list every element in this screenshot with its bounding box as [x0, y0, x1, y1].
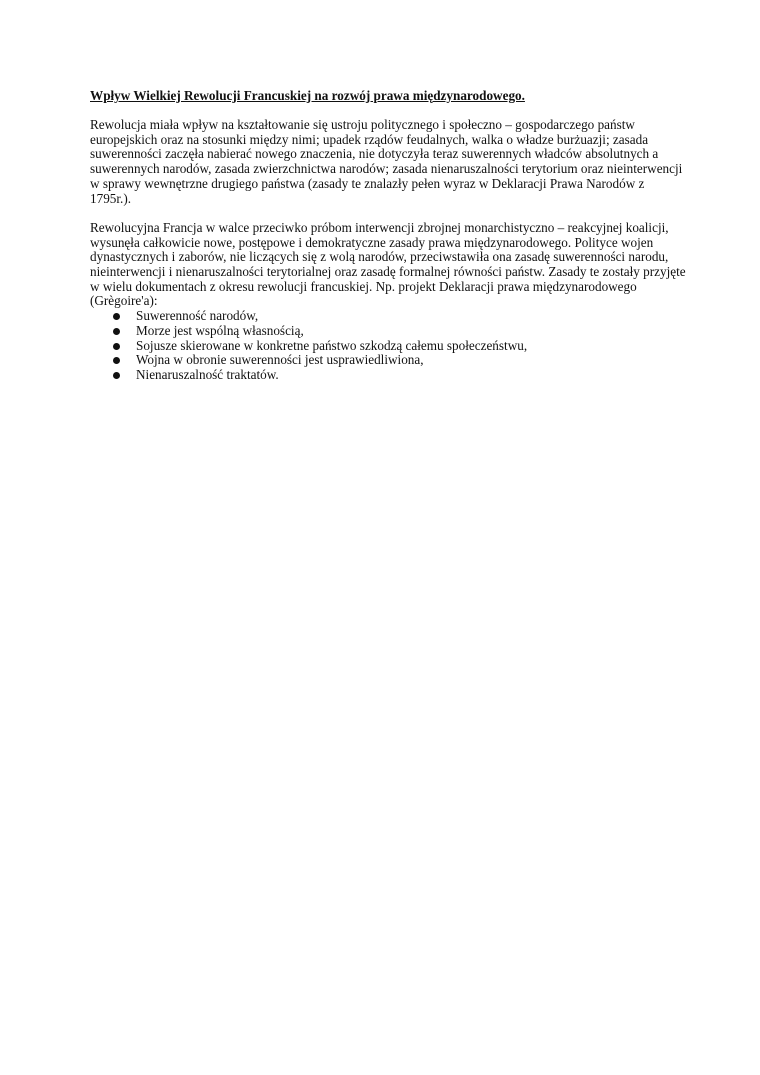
paragraph-1-line: suwerennych narodów, zasada zwierzchnictwa narodów; zasada nienaruszalności terytorium oraz nieinterwencji	[90, 161, 683, 177]
bullet-text: Suwerenność narodów,	[136, 308, 259, 324]
document-page	[90, 88, 686, 383]
bullet-dot-icon	[113, 372, 120, 379]
paragraph-1-line: Rewolucja miała wpływ na kształtowanie się ustroju politycznego i społeczno – gospodarczego państw	[90, 117, 635, 132]
paragraph-2	[90, 219, 686, 309]
bullet-item	[90, 324, 680, 339]
paragraph-1-line: suwerenności zaczęła nabierać nowego znaczenia, nie dotyczyła teraz suwerennych władców absolutnych a	[90, 146, 659, 162]
bullet-text: Wojna w obronie suwerenności jest usprawiedliwiona,	[136, 352, 424, 368]
paragraph-2-line: w wielu dokumentach z okresu rewolucji francuskiej. Np. projekt Deklaracji prawa międzynarodowego	[90, 278, 637, 294]
bullet-item	[90, 368, 680, 383]
bullet-item	[90, 339, 680, 354]
bullet-dot-icon	[113, 313, 120, 320]
bullet-item	[90, 353, 680, 368]
paragraph-2-line: wysunęła całkowicie nowe, postępowe i demokratyczne zasady prawa międzynarodowego. Polityce wojen	[90, 234, 654, 250]
bullet-dot-icon	[113, 343, 120, 350]
bullet-dot-icon	[113, 328, 120, 335]
bullet-list	[90, 309, 680, 383]
paragraph-2-line: (Grègoire'a):	[90, 293, 158, 309]
bullet-item	[90, 309, 680, 324]
paragraph-1-line: w sprawy wewnętrzne drugiego państwa (zasady te znalazły pełen wyraz w Deklaracji Prawa Narodów z	[90, 175, 645, 191]
paragraph-2-line: nieinterwencji i nienaruszalności terytorialnej oraz zasadę formalnej równości państw. Zasady te zostały przyjęte	[90, 264, 686, 280]
paragraph-2-line: Rewolucyjna Francja w walce przeciwko próbom interwencji zbrojnej monarchistyczno – reakcyjnej koalicji,	[90, 219, 669, 235]
document-title: Wpływ Wielkiej Rewolucji Francuskiej na rozwój prawa międzynarodowego.	[90, 88, 525, 103]
bullet-text: Sojusze skierowane w konkretne państwo szkodzą całemu społeczeństwu,	[136, 337, 528, 353]
paragraph-spacer	[90, 206, 680, 221]
bullet-text: Nienaruszalność traktatów.	[136, 366, 279, 382]
bullet-dot-icon	[113, 357, 120, 364]
paragraph-1-line: europejskich oraz na stosunki między nimi; upadek rządów feudalnych, walka o władze burżuazji; zasada	[90, 131, 649, 147]
paragraph-1	[90, 117, 683, 206]
paragraph-1-line: 1795r.).	[90, 190, 132, 206]
bullet-text: Morze jest wspólną własnością,	[136, 322, 304, 338]
paragraph-2-line: dynastycznych i zaborów, nie liczących się z wolą narodów, przeciwstawiła ona zasadę suwerenności narodu,	[90, 249, 669, 265]
